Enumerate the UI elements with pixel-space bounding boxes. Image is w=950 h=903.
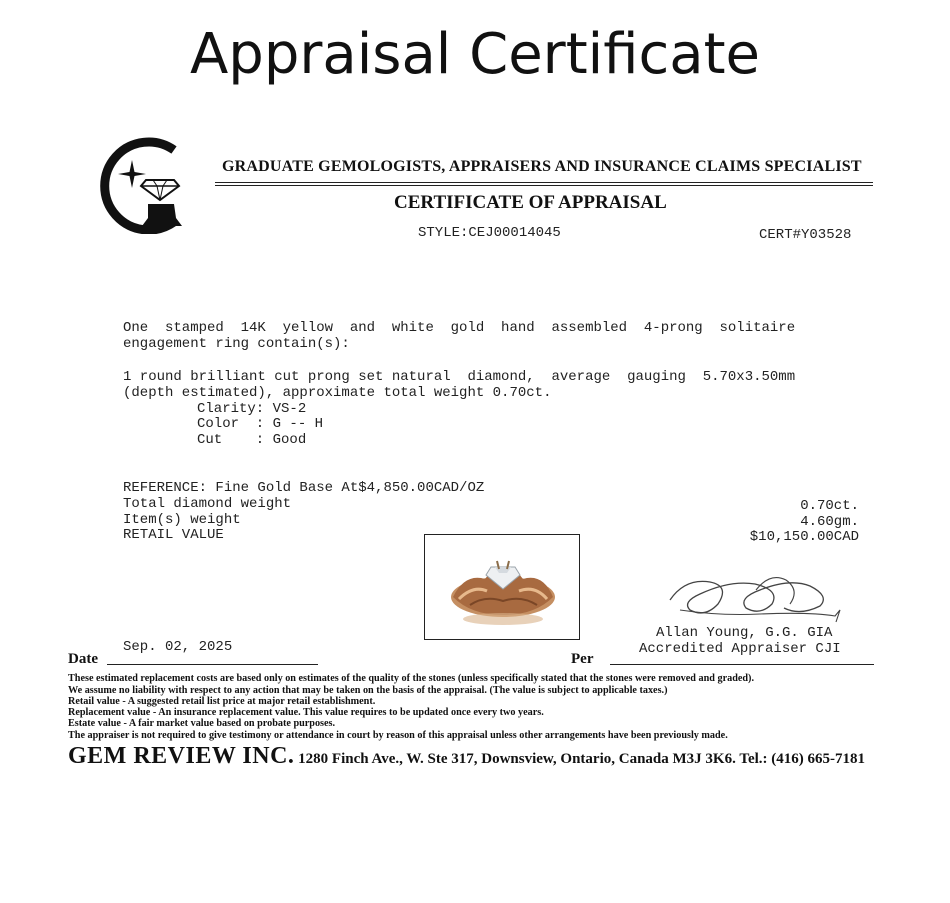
- description-line-3: 1 round brilliant cut prong set natural diamond, average gauging 5.70x3.50mm: [123, 369, 796, 385]
- disclaimer-line-4: Replacement value - An insurance replacement value. This value requires to be updated once every two years.: [68, 707, 544, 718]
- per-underline: [610, 664, 874, 665]
- appraiser-credential: Accredited Appraiser CJI: [639, 641, 841, 657]
- disclaimer-line-6: The appraiser is not required to give testimony or attendance in court by reason of this appraisal unless other arrangements have been previously made.: [68, 730, 728, 741]
- description-line-1: One stamped 14K yellow and white gold hand assembled 4-prong solitaire: [123, 320, 796, 336]
- header-rule-top: [215, 182, 873, 183]
- certificate-title: CERTIFICATE OF APPRAISAL: [394, 192, 667, 213]
- total-diamond-label: Total diamond weight: [123, 496, 292, 512]
- footer-company: [68, 743, 865, 770]
- color-grade: Color : G -- H: [197, 416, 324, 432]
- disclaimer-line-5: Estate value - A fair market value based on probate purposes.: [68, 718, 336, 729]
- cut-grade: Cut : Good: [197, 432, 307, 448]
- retail-value-amount: $10,150.00CAD: [749, 529, 859, 545]
- total-diamond-value: 0.70ct.: [800, 498, 859, 514]
- appraiser-signature: [660, 560, 870, 632]
- header-rule-bottom: [215, 185, 873, 186]
- item-weight-value: 4.60gm.: [800, 514, 859, 530]
- retail-value-label: RETAIL VALUE: [123, 527, 224, 543]
- disclaimer-line-3: Retail value - A suggested retail list price at major retail establishment.: [68, 696, 376, 707]
- appraiser-name: Allan Young, G.G. GIA: [656, 625, 833, 641]
- appraisal-date: Sep. 02, 2025: [123, 639, 233, 655]
- disclaimer-line-1: These estimated replacement costs are based only on estimates of the quality of the stones (unless specifically stated that the stones were removed and graded).: [68, 673, 754, 684]
- company-logo: [96, 134, 188, 234]
- cert-number: CERT#Y03528: [759, 227, 852, 243]
- page-title: Appraisal Certificate: [189, 22, 761, 87]
- gold-reference: REFERENCE: Fine Gold Base At$4,850.00CAD/OZ: [123, 480, 485, 496]
- per-label: Per: [571, 651, 594, 667]
- item-weight-label: Item(s) weight: [123, 512, 241, 528]
- date-underline: [107, 664, 318, 665]
- description-line-4: (depth estimated), approximate total weight 0.70ct.: [123, 385, 552, 401]
- description-line-2: engagement ring contain(s):: [123, 336, 350, 352]
- date-label: Date: [68, 651, 98, 667]
- company-tagline: GRADUATE GEMOLOGISTS, APPRAISERS AND INSURANCE CLAIMS SPECIALIST: [222, 158, 862, 175]
- disclaimer-line-2: We assume no liability with respect to any action that may be taken on the basis of the appraisal. (The value is subject to applicable taxes.): [68, 685, 668, 696]
- ring-photo: [424, 534, 580, 640]
- footer-company-name: GEM REVIEW INC.: [68, 743, 295, 769]
- footer-address: 1280 Finch Ave., W. Ste 317, Downsview, Ontario, Canada M3J 3K6. Tel.: (416) 665-7181: [294, 751, 866, 767]
- clarity-grade: Clarity: VS-2: [197, 401, 307, 417]
- style-number: STYLE:CEJ00014045: [418, 225, 561, 241]
